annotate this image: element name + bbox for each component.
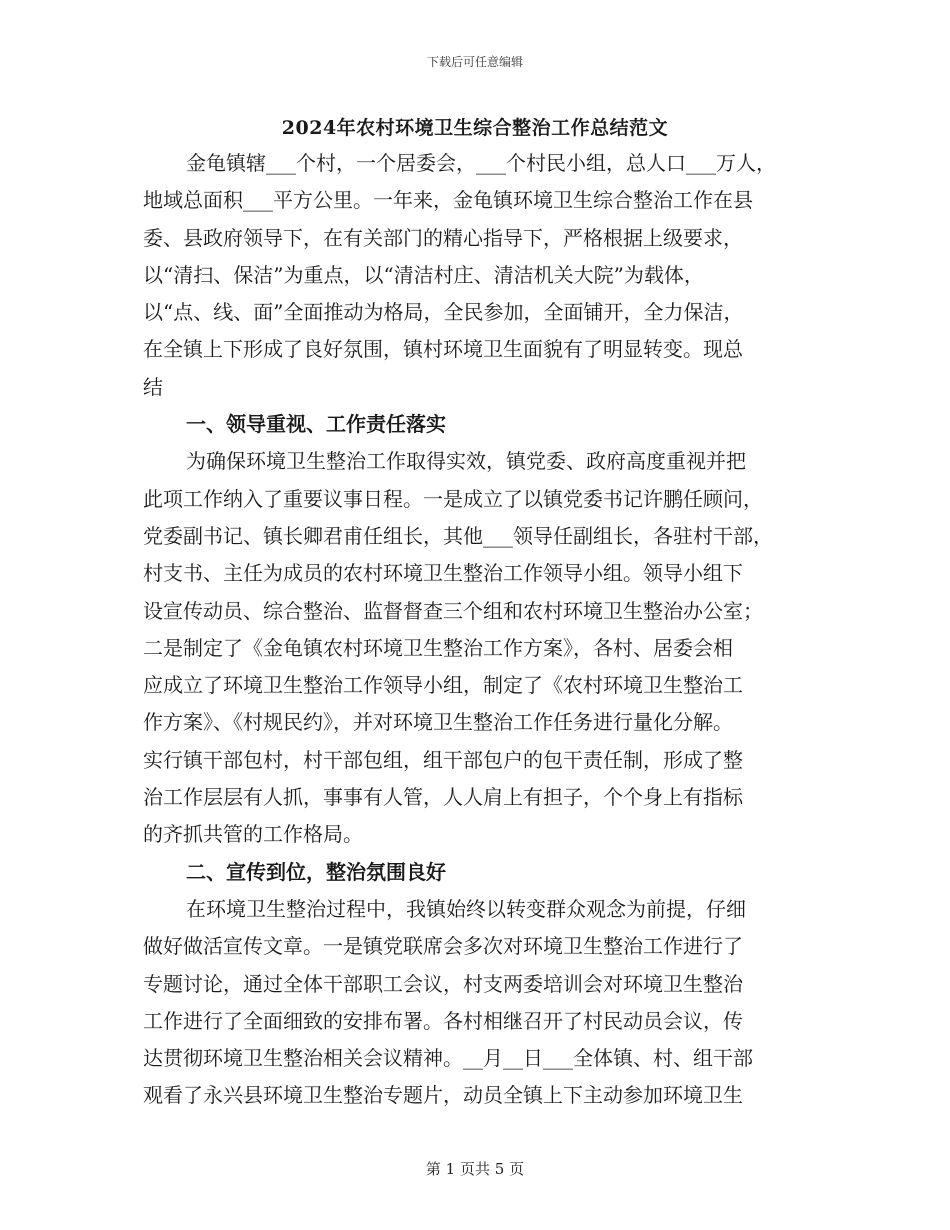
- paragraph-line: 结: [143, 374, 163, 399]
- paragraph-line: 以“清扫、保洁”为重点，以“清洁村庄、清洁机关大院”为载体，: [143, 262, 704, 287]
- paragraph-line: 的齐抓共管的工作格局。: [143, 822, 363, 847]
- paragraph-line: 委、县政府领导下，在有关部门的精心指导下，严格根据上级要求，: [143, 225, 743, 250]
- paragraph-line: 地域总面积___平方公里。一年来，金龟镇环境卫生综合整治工作在县: [143, 188, 753, 213]
- document-body: [143, 145, 813, 1115]
- paragraph-line: 治工作层层有人抓，事事有人管，人人肩上有担子，个个身上有指标: [143, 785, 743, 810]
- paragraph-line: 作方案》、《村规民约》，并对环境卫生整治工作任务进行量化分解。: [143, 710, 733, 735]
- paragraph-line: 专题讨论，通过全体干部职工会议，村支两委培训会对环境卫生整治: [143, 971, 743, 996]
- paragraph-line: 观看了永兴县环境卫生整治专题片，动员全镇上下主动参加环境卫生: [143, 1083, 743, 1108]
- paragraph-line: 达贯彻环境卫生整治相关会议精神。__月__日___全体镇、村、组干部: [143, 1046, 753, 1071]
- paragraph-line: 做好做活宣传文章。一是镇党联席会多次对环境卫生整治工作进行了: [143, 934, 743, 959]
- paragraph-line: 二是制定了《金龟镇农村环境卫生整治工作方案》，各村、居委会相: [143, 635, 733, 660]
- paragraph-line: 实行镇干部包村，村干部包组，组干部包户的包干责任制，形成了整: [143, 747, 743, 772]
- paragraph-line: 应成立了环境卫生整治工作领导小组，制定了《农村环境卫生整治工: [143, 673, 743, 698]
- document-title: 2024年农村环境卫生综合整治工作总结范文: [281, 117, 669, 139]
- paragraph-line: 工作进行了全面细致的安排布署。各村相继召开了村民动员会议，传: [143, 1008, 743, 1033]
- paragraph-line: 此项工作纳入了重要议事日程。一是成立了以镇党委书记许鹏任顾问，: [143, 486, 763, 511]
- paragraph-line: 为确保环境卫生整治工作取得实效，镇党委、政府高度重视并把: [186, 449, 746, 474]
- paragraph-line: 设宣传动员、综合整治、监督督查三个组和农村环境卫生整治办公室；: [143, 598, 763, 623]
- page-footer: 第 1 页共 5 页: [425, 1160, 525, 1178]
- paragraph-line: 在环境卫生整治过程中，我镇始终以转变群众观念为前提，仔细: [186, 896, 746, 921]
- paragraph-line: 以“点、线、面”全面推动为格局，全民参加，全面铺开，全力保洁，: [143, 300, 744, 325]
- header-note: 下载后可任意编辑: [426, 55, 523, 69]
- section-heading: 二、宣传到位，整治氛围良好: [186, 859, 446, 884]
- paragraph-line: 金龟镇辖___个村，一个居委会，___个村民小组，总人口___万人，: [186, 151, 776, 175]
- paragraph-line: 党委副书记、镇长卿君甫任组长，其他___领导任副组长，各驻村干部，: [143, 523, 773, 548]
- paragraph-line: 村支书、主任为成员的农村环境卫生整治工作领导小组。领导小组下: [143, 561, 743, 586]
- section-heading: 一、领导重视、工作责任落实: [186, 412, 446, 437]
- paragraph-line: 在全镇上下形成了良好氛围，镇村环境卫生面貌有了明显转变。现总: [143, 337, 743, 362]
